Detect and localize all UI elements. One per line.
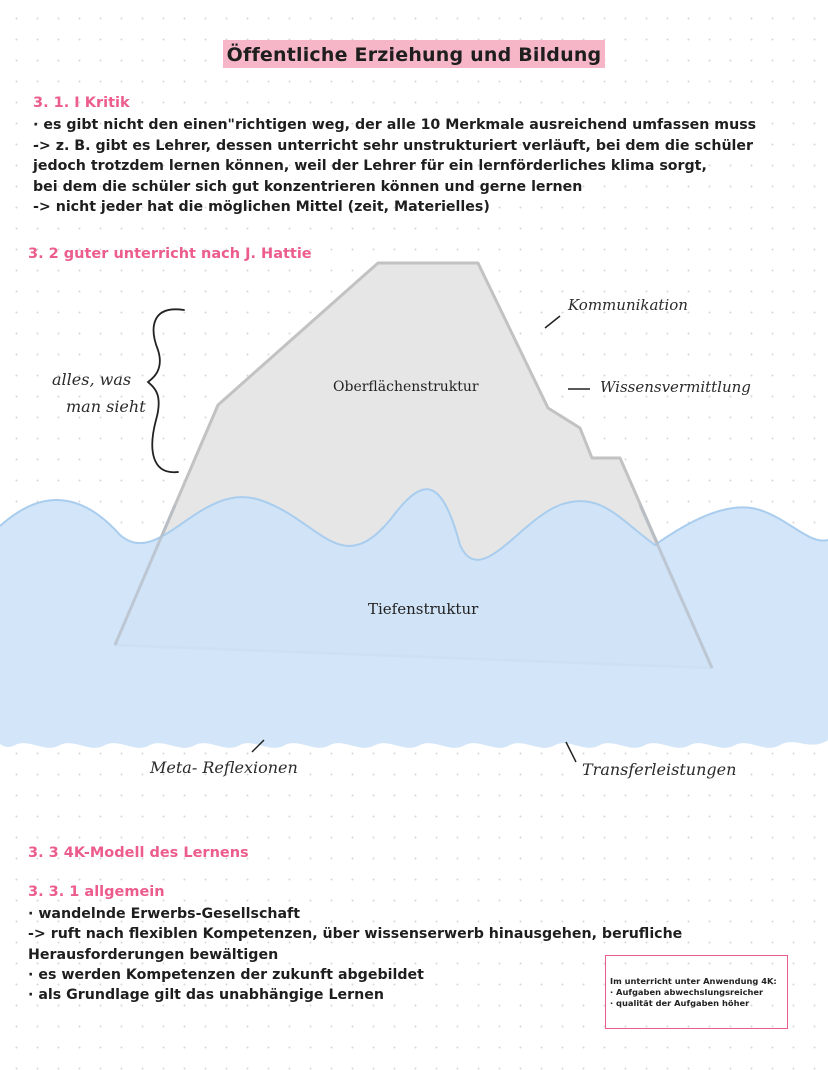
brace-icon bbox=[148, 309, 184, 472]
4k-line: Herausforderungen bewältigen bbox=[28, 946, 279, 963]
4k-line: · als Grundlage gilt das unabhängige Lernen bbox=[28, 987, 384, 1004]
label-transferleistungen: Transferleistungen bbox=[582, 760, 737, 779]
4k-line: · es werden Kompetenzen der zukunft abgebildet bbox=[28, 966, 424, 983]
kritik-line: · es gibt nicht den einen"richtigen weg, der alle 10 Merkmale ausreichend umfassen muss bbox=[33, 117, 757, 133]
water-shape bbox=[0, 489, 828, 748]
note-line: Im unterricht unter Anwendung 4K: bbox=[610, 976, 777, 986]
brace-label-line2: man sieht bbox=[66, 397, 146, 416]
subheading-allgemein: 3. 3. 1 allgemein bbox=[28, 884, 165, 900]
4k-line: · wandelnde Erwerbs-Gesellschaft bbox=[28, 906, 301, 922]
pointer-kommunikation bbox=[545, 316, 560, 328]
4k-line: -> ruft nach flexiblen Kompetenzen, über wissenserwerb hinausgehen, berufliche bbox=[28, 926, 683, 943]
note-line: · Aufgaben abwechslungsreicher bbox=[610, 987, 764, 997]
label-kommunikation: Kommunikation bbox=[568, 296, 688, 314]
kritik-line: -> z. B. gibt es Lehrer, dessen unterricht sehr unstrukturiert verläuft, bei dem die schüler bbox=[33, 137, 754, 154]
deep-structure-label: Tiefenstruktur bbox=[368, 600, 479, 618]
surface-structure-label: Oberflächenstruktur bbox=[333, 379, 479, 395]
page-title: Öffentliche Erziehung und Bildung bbox=[223, 40, 606, 68]
4k-text bbox=[28, 904, 682, 1005]
label-wissensvermittlung: Wissensvermittlung bbox=[600, 378, 751, 396]
pointer-transfer bbox=[566, 742, 576, 762]
heading-hattie: 3. 2 guter unterricht nach J. Hattie bbox=[28, 246, 312, 262]
kritik-line: -> nicht jeder hat die möglichen Mittel (zeit, Materielles) bbox=[33, 199, 490, 215]
kritik-line: jedoch trotzdem lernen können, weil der Lehrer für ein lernförderliches klima sorgt, bbox=[33, 158, 707, 174]
heading-4k: 3. 3 4K-Modell des Lernens bbox=[28, 845, 249, 861]
kritik-line: bei dem die schüler sich gut konzentrieren können und gerne lernen bbox=[33, 178, 583, 195]
heading-kritik: 3. 1. I Kritik bbox=[33, 95, 130, 111]
note-box bbox=[605, 955, 788, 1029]
note-line: · qualität der Aufgaben höher bbox=[610, 998, 750, 1008]
brace-label-line1: alles, was bbox=[52, 370, 132, 389]
label-meta-reflexionen: Meta- Reflexionen bbox=[150, 758, 298, 777]
